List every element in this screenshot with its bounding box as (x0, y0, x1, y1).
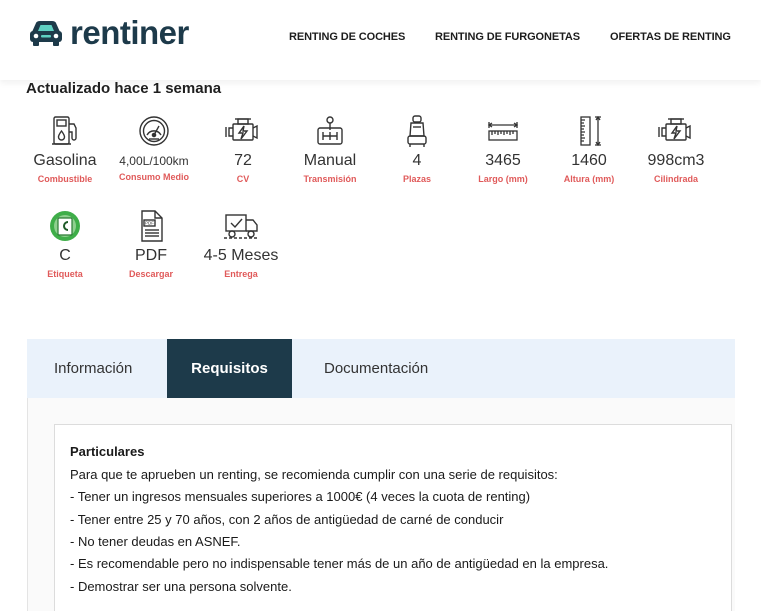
length-ruler-icon (486, 114, 520, 148)
spec-cv (198, 114, 288, 184)
spec-label: Plazas (402, 174, 432, 184)
spec-height (544, 114, 634, 184)
speedometer-icon (137, 114, 171, 148)
requirements-title: Particulares (70, 444, 145, 459)
spec-label: Etiqueta (47, 269, 83, 279)
spec-consumption (109, 114, 199, 182)
delivery-truck-icon (222, 209, 260, 243)
spec-label: CV (236, 174, 250, 184)
fuel-pump-icon (48, 114, 82, 148)
svg-text:PDF: PDF (145, 220, 154, 226)
tab-requisitos[interactable]: Requisitos (167, 339, 292, 398)
requirement-line: - Tener entre 25 y 70 años, con 2 años de antigüedad de carné de conducir (70, 512, 504, 527)
requirement-line: - Tener un ingresos mensuales superiores a 1000€ (4 veces la cuota de renting) (70, 489, 531, 504)
spec-value: 72 (234, 152, 252, 169)
gear-shift-icon (313, 114, 347, 148)
spec-label: Largo (mm) (478, 174, 528, 184)
pdf-icon[interactable] (134, 209, 168, 243)
spec-label: Altura (mm) (563, 174, 615, 184)
requirement-line: - Es recomendable pero no indispensable tener más de un año de antigüedad en la empresa. (70, 556, 609, 571)
spec-delivery (196, 209, 286, 279)
spec-label: Entrega (224, 269, 258, 279)
spec-displacement (631, 114, 721, 184)
spec-value[interactable]: PDF (135, 247, 167, 264)
spec-value: 998cm3 (647, 152, 705, 169)
spec-value: 4,00L/100km (119, 154, 189, 168)
spec-value: Manual (303, 152, 357, 169)
spec-value: 1460 (571, 152, 607, 169)
spec-pdf[interactable] (106, 209, 196, 279)
nav-renting-furgonetas[interactable]: RENTING DE FURGONETAS (435, 31, 580, 43)
requirements-box (54, 424, 732, 611)
spec-label: Consumo Medio (119, 172, 189, 182)
nav-ofertas-renting[interactable]: OFERTAS DE RENTING (610, 31, 731, 43)
requirement-line: Para que te aprueben un renting, se recomienda cumplir con una serie de requisitos: (70, 467, 558, 482)
eco-label-icon (48, 209, 82, 243)
spec-value: 4-5 Meses (203, 247, 279, 264)
spec-fuel (20, 114, 110, 184)
updated-notice: Actualizado hace 1 semana (26, 80, 222, 97)
tab-documentacion[interactable]: Documentación (324, 360, 429, 377)
site-header (0, 0, 761, 80)
spec-value: C (59, 247, 71, 264)
spec-value: 4 (412, 152, 422, 169)
tab-informacion[interactable]: Información (54, 360, 133, 377)
spec-label: Transmisión (303, 174, 357, 184)
requirement-line: - Demostrar ser una persona solvente. (70, 579, 292, 594)
requirement-line: - No tener deudas en ASNEF. (70, 534, 241, 549)
tab-bar (27, 339, 735, 398)
spec-label: Combustible (37, 174, 93, 184)
spec-value: Gasolina (33, 152, 97, 169)
spec-value: 3465 (485, 152, 521, 169)
spec-eco-label (20, 209, 110, 279)
spec-length (458, 114, 548, 184)
spec-transmission (285, 114, 375, 184)
seat-icon (400, 114, 434, 148)
spec-seats (372, 114, 462, 184)
engine-icon (656, 114, 696, 148)
tab-panel (27, 398, 735, 611)
spec-label: Cilindrada (653, 174, 698, 184)
engine-icon (223, 114, 263, 148)
height-ruler-icon (572, 114, 606, 148)
spec-label[interactable]: Descargar (128, 269, 174, 279)
brand-logo[interactable] (28, 14, 189, 52)
nav-renting-coches[interactable]: RENTING DE COCHES (289, 31, 406, 43)
car-logo-icon (28, 18, 64, 48)
brand-name: rentiner (70, 14, 189, 51)
